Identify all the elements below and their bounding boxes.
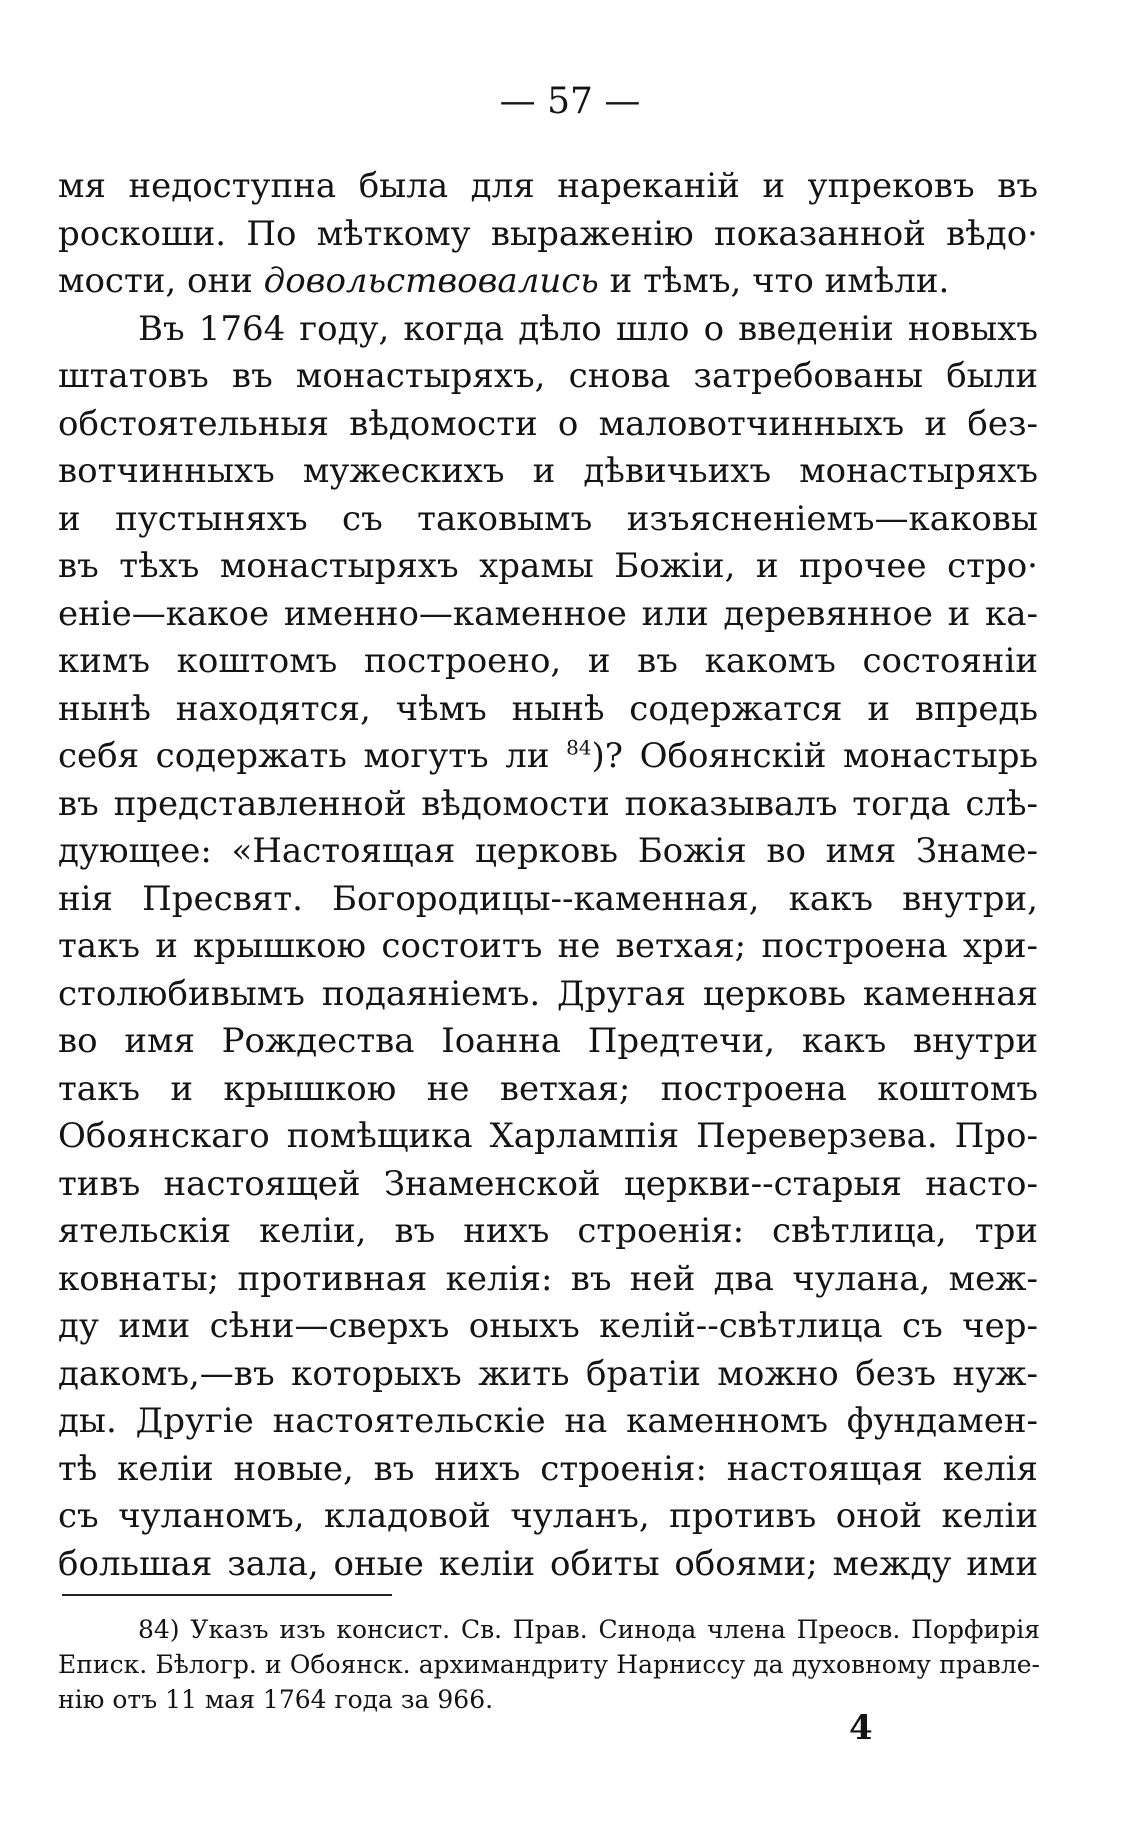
text-line: во имя Рождества Іоанна Предтечи, какъ внутри bbox=[58, 1021, 1038, 1061]
text-span: себя содержать могутъ ли bbox=[58, 736, 567, 776]
text-line: и пустыняхъ съ таковымъ изъясненіемъ—каковы bbox=[58, 498, 1038, 539]
text-line: ятельскія келіи, въ нихъ строенія: свѣтлица, три bbox=[58, 1211, 1038, 1251]
text-line: столюбивымъ подаяніемъ. Другая церковь каменная bbox=[58, 973, 1038, 1014]
page-number: — 57 — bbox=[499, 81, 641, 122]
text-line: такъ и крышкою не ветхая; построена коштомъ bbox=[58, 1068, 1038, 1109]
footnote-rule bbox=[62, 1594, 392, 1596]
footnote-line: 84) Указъ изъ консист. Св. Прав. Синода члена Преосв. Порфирія bbox=[138, 1615, 1040, 1644]
text-line: ду ими сѣни—сверхъ оныхъ келій--свѣтлица съ чер- bbox=[58, 1306, 1038, 1346]
text-line: въ представленной вѣдомости показывалъ тогда слѣ- bbox=[58, 783, 1038, 824]
text-line: штатовъ въ монастыряхъ, снова затребованы были bbox=[58, 356, 1038, 396]
text-span: мости, они bbox=[58, 261, 264, 301]
text-line: роскоши. По мѣткому выраженію показанной вѣдо· bbox=[58, 213, 1038, 254]
footnotes bbox=[58, 1612, 1040, 1717]
text-line: нія Пресвят. Богородицы--каменная, какъ внутри, bbox=[58, 878, 1038, 919]
text-line: большая зала, оные келіи обиты обоями; между ими bbox=[58, 1543, 1038, 1584]
text-line: Обоянскаго помѣщика Харлампія Переверзева. Про- bbox=[58, 1116, 1038, 1156]
text-line: еніе—какое именно—каменное или деревянное и ка- bbox=[58, 593, 1038, 634]
text-line: тивъ настоящей Знаменской церкви--старыя насто- bbox=[58, 1163, 1038, 1204]
text-line: дующее: «Настоящая церковь Божія во имя Знаме- bbox=[58, 831, 1038, 871]
body-text bbox=[58, 163, 1038, 1588]
footnote-line: Еписк. Бѣлогр. и Обоянск. архимандриту Нарниссу да духовному правле- bbox=[58, 1650, 1040, 1679]
text-line: такъ и крышкою состоитъ не ветхая; построена хри- bbox=[58, 926, 1038, 966]
text-line: тѣ келіи новые, въ нихъ строенія: настоящая келія bbox=[58, 1448, 1038, 1489]
footnote-line: нію отъ 11 мая 1764 года за 966. bbox=[58, 1685, 494, 1714]
text-line: ды. Другіе настоятельскіе на каменномъ фундамен- bbox=[58, 1401, 1038, 1441]
text-span: )? Обоянскій монастырь bbox=[591, 736, 1038, 776]
text-line: обстоятельныя вѣдомости о маловотчинныхъ и без- bbox=[58, 403, 1038, 444]
text-line bbox=[58, 733, 1038, 781]
text-line: кимъ коштомъ построено, и въ какомъ состояніи bbox=[58, 641, 1038, 681]
text-line bbox=[58, 258, 1038, 306]
text-line: ковнаты; противная келія: въ ней два чулана, меж- bbox=[58, 1258, 1038, 1299]
text-line: дакомъ,—въ которыхъ жить братіи можно безъ нуж- bbox=[58, 1353, 1038, 1394]
text-line: мя недоступна была для нареканій и упрековъ въ bbox=[58, 166, 1038, 206]
signature-mark: 4 bbox=[849, 1708, 873, 1748]
paragraph-first-line: Въ 1764 году, когда дѣло шло о введеніи новыхъ bbox=[138, 308, 1038, 349]
text-line: въ тѣхъ монастыряхъ храмы Божіи, и прочее стро· bbox=[58, 546, 1038, 586]
text-line: вотчинныхъ мужескихъ и дѣвичьихъ монастыряхъ bbox=[58, 451, 1038, 491]
text-line: съ чуланомъ, кладовой чуланъ, противъ оной келіи bbox=[58, 1496, 1038, 1536]
italic-word: довольствовались bbox=[263, 261, 599, 301]
text-span: и тѣмъ, что имѣли. bbox=[598, 261, 950, 301]
text-line: нынѣ находятся, чѣмъ нынѣ содержатся и впредь bbox=[58, 688, 1038, 729]
footnote-ref: 84 bbox=[566, 735, 592, 760]
